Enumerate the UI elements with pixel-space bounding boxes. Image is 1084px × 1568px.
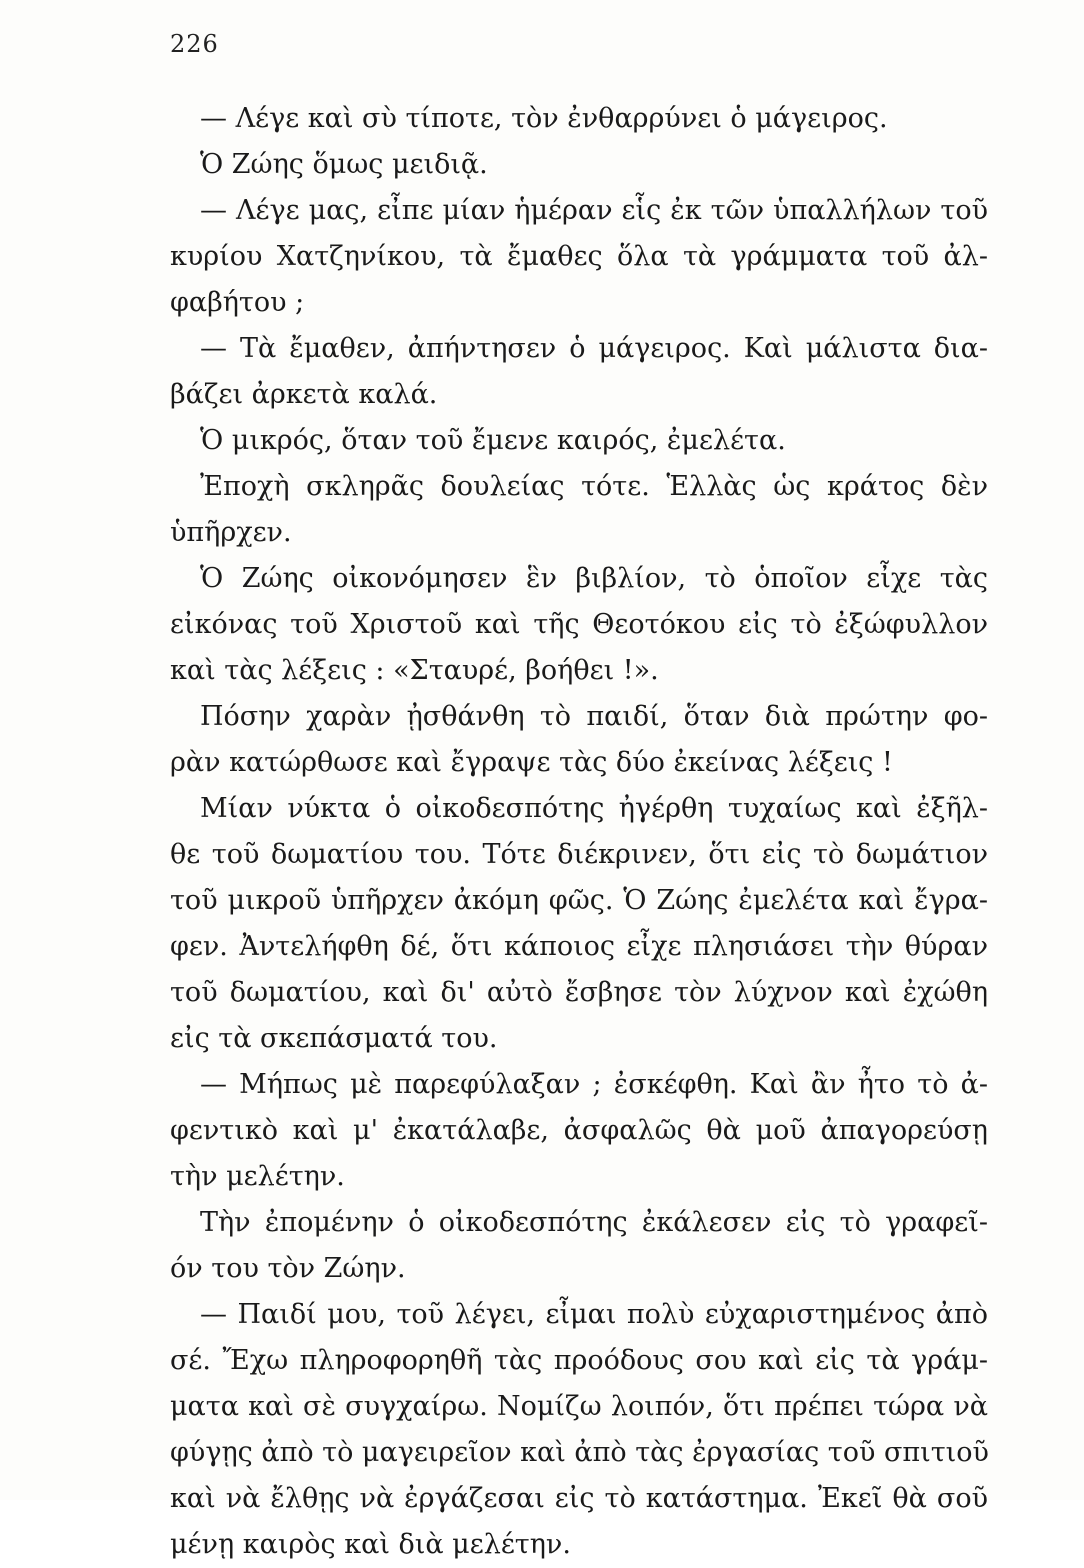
text-line: εἰς τὰ σκεπάσματά του. [170,1023,498,1054]
text-line: φεν. Ἀντελήφθη δέ, ὅτι κάποιος εἶχε πλησιάσει τὴν θύραν [170,931,988,962]
text-line: ὑπῆρχεν. [170,517,292,548]
text-line: σέ. Ἔχω πληροφορηθῆ τὰς προόδους σου καὶ εἰς τὰ γράμ- [170,1345,988,1376]
text-line: Ἐποχὴ σκληρᾶς δουλείας τότε. Ἑλλὰς ὡς κράτος δὲν [200,471,988,502]
text-line: φαβήτου ; [170,287,305,318]
text-line: τὴν μελέτην. [170,1161,345,1192]
text-line: εἰκόνας τοῦ Χριστοῦ καὶ τῆς Θεοτόκου εἰς τὸ ἐξώφυλλον [170,609,988,640]
text-line: μένῃ καιρὸς καὶ διὰ μελέτην. [170,1529,571,1560]
page-number: 226 [170,30,219,58]
text-line: Μίαν νύκτα ὁ οἰκοδεσπότης ἠγέρθη τυχαίως καὶ ἐξῆλ- [200,793,988,824]
text-line: Ὁ Ζώης ὅμως μειδιᾷ. [200,149,488,180]
text-line: — Τὰ ἔμαθεν, ἀπήντησεν ὁ μάγειρος. Καὶ μάλιστα δια- [200,333,988,364]
text-line: ματα καὶ σὲ συγχαίρω. Νομίζω λοιπόν, ὅτι πρέπει τώρα νὰ [170,1391,988,1422]
text-line: Ὁ Ζώης οἰκονόμησεν ἓν βιβλίον, τὸ ὁποῖον εἶχε τὰς [200,563,988,594]
text-line: Ὁ μικρός, ὅταν τοῦ ἔμενε καιρός, ἐμελέτα. [200,425,786,456]
text-line: — Λέγε μας, εἶπε μίαν ἡμέραν εἷς ἐκ τῶν ὑπαλλήλων τοῦ [200,195,988,226]
text-line: Πόσην χαρὰν ᾐσθάνθη τὸ παιδί, ὅταν διὰ πρώτην φο- [200,701,988,732]
text-line: Τὴν ἐπομένην ὁ οἰκοδεσπότης ἐκάλεσεν εἰς τὸ γραφεῖ- [200,1207,988,1238]
text-line: — Παιδί μου, τοῦ λέγει, εἶμαι πολὺ εὐχαριστημένος ἀπὸ [200,1299,988,1330]
text-line: φεντικὸ καὶ μ' ἐκατάλαβε, ἀσφαλῶς θὰ μοῦ ἀπαγορεύσῃ [170,1115,988,1146]
text-line: θε τοῦ δωματίου του. Τότε διέκρινεν, ὅτι εἰς τὸ δωμάτιον [170,839,988,870]
text-line: καὶ τὰς λέξεις : «Σταυρέ, βοήθει !». [170,655,659,686]
text-line: τοῦ μικροῦ ὑπῆρχεν ἀκόμη φῶς. Ὁ Ζώης ἐμελέτα καὶ ἔγρα- [170,885,988,916]
text-line: ρὰν κατώρθωσε καὶ ἔγραψε τὰς δύο ἐκείνας λέξεις ! [170,747,893,778]
text-line: κυρίου Χατζηνίκου, τὰ ἔμαθες ὅλα τὰ γράμματα τοῦ ἀλ- [170,241,988,272]
text-line: καὶ νὰ ἔλθῃς νὰ ἐργάζεσαι εἰς τὸ κατάστημα. Ἐκεῖ θὰ σοῦ [170,1483,988,1514]
text-line: φύγῃς ἀπὸ τὸ μαγειρεῖον καὶ ἀπὸ τὰς ἐργασίας τοῦ σπιτιοῦ [170,1437,989,1468]
text-line: όν του τὸν Ζώην. [170,1253,406,1284]
text-line: τοῦ δωματίου, καὶ δι' αὐτὸ ἔσβησε τὸν λύχνον καὶ ἐχώθη [170,977,988,1008]
text-line: — Μήπως μὲ παρεφύλαξαν ; ἐσκέφθη. Καὶ ἂν ἦτο τὸ ἀ- [200,1069,988,1100]
text-line: βάζει ἀρκετὰ καλά. [170,379,438,410]
body-text [170,96,988,1568]
text-line: — Λέγε καὶ σὺ τίποτε, τὸν ἐνθαρρύνει ὁ μάγειρος. [200,103,888,134]
